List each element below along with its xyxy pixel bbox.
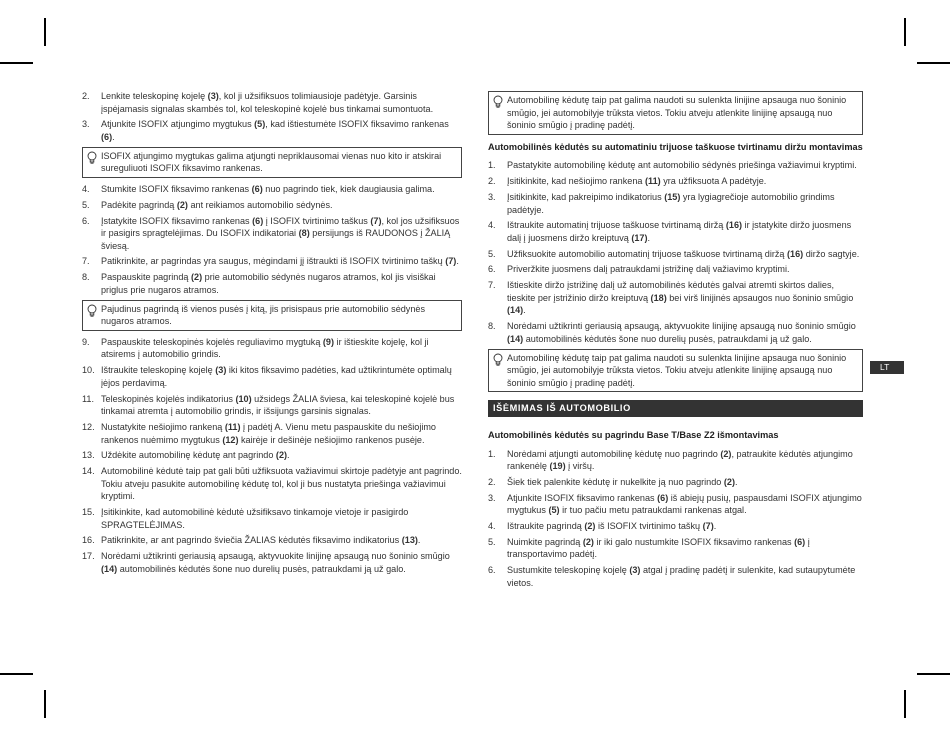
list-item xyxy=(82,421,462,446)
list-item xyxy=(488,536,863,561)
tip-note-text: Pajudinus pagrindą iš vienos pusės į kitą, jis prisispaus prie automobilio sėdynės nugaros atramos. xyxy=(101,303,426,327)
instruction-list xyxy=(488,159,863,345)
language-tab: LT xyxy=(870,361,904,374)
list-item-number: 17. xyxy=(82,551,95,562)
list-item xyxy=(488,448,863,473)
list-item xyxy=(82,393,462,418)
lightbulb-icon xyxy=(492,353,504,366)
list-item-text: Teleskopinės kojelės indikatorius (10) užsidegs ŽALIA šviesa, kai teleskopinė kojelė bus tinkamai atremta į automobilio grindis, ir išsijungs garsinis signalas. xyxy=(101,393,455,417)
list-item-number: 3. xyxy=(82,119,90,130)
list-item xyxy=(82,271,462,296)
list-item-number: 2. xyxy=(82,91,90,101)
list-item-text: Patikrinkite, ar pagrindas yra saugus, mėgindami jį ištraukti iš ISOFIX tvirtinimo taškų (7). xyxy=(101,256,459,267)
list-item xyxy=(488,476,863,489)
list-item xyxy=(82,215,462,253)
instruction-list xyxy=(82,90,462,144)
list-item xyxy=(488,248,863,261)
list-item-number: 10. xyxy=(82,365,95,376)
list-item-text: Paspauskite pagrindą (2) prie automobilio sėdynės nugaros atramos, kol jis visiškai priglus prie nugaros atramos. xyxy=(101,272,436,295)
list-item-text: Patikrinkite, ar ant pagrindo šviečia ŽALIAS kėdutės fiksavimo indikatorius (13). xyxy=(101,535,421,546)
list-item-number: 8. xyxy=(488,321,496,332)
list-item-text: Įstatykite ISOFIX fiksavimo rankenas (6) į ISOFIX tvirtinimo taškus (7), kol jos užsifiksuos ir pasigirs spragtelėjimas. Du ISOFIX indikatoriai (8) persijungs iš RAUDONOS į ŽALIĄ šviesą. xyxy=(101,215,460,251)
list-item-number: 7. xyxy=(82,256,90,267)
list-item-text: Šiek tiek palenkite kėdutę ir nukelkite ją nuo pagrindo (2). xyxy=(507,476,738,487)
tip-note xyxy=(82,300,462,331)
tip-note xyxy=(488,349,863,393)
section-heading: IŠĖMIMAS IŠ AUTOMOBILIO xyxy=(488,400,863,417)
list-item xyxy=(488,320,863,345)
list-item xyxy=(82,336,462,361)
list-item-number: 16. xyxy=(82,535,95,546)
list-item-text: Sustumkite teleskopinę kojelę (3) atgal į pradinę padėtį ir sulenkite, kad sutaupytumėte vietos. xyxy=(507,565,856,588)
subheading: Automobilinės kėdutės su pagrindu Base T/Base Z2 išmontavimas xyxy=(488,429,779,440)
tip-note-text: Automobilinę kėdutę taip pat galima naudoti su sulenkta linijine apsauga nuo šoninio smūgio, jei automobilyje trūksta vietos. Tokiu atveju atlenkite linijinę apsaugą nuo šoninio smūgio į pradinę padėtį. xyxy=(507,95,847,131)
instruction-list xyxy=(82,336,462,576)
list-item-number: 1. xyxy=(488,160,496,171)
list-item-text: Pastatykite automobilinę kėdutę ant automobilio sėdynės priešinga važiavimui kryptimi. xyxy=(507,160,857,171)
list-item xyxy=(488,263,863,276)
list-item xyxy=(82,255,462,268)
list-item-number: 5. xyxy=(488,248,496,259)
list-item xyxy=(82,199,462,212)
list-item-number: 14. xyxy=(82,466,95,477)
list-item-text: Užfiksuokite automobilio automatinį trijuose taškuose tvirtinamą diržą (16) diržo sagtyje. xyxy=(507,248,860,259)
list-item xyxy=(488,492,863,517)
list-item-number: 3. xyxy=(488,492,496,503)
right-column xyxy=(488,90,863,593)
list-item-text: Priveržkite juosmens dalį patraukdami įstrižinę dalį važiavimo kryptimi. xyxy=(507,264,790,275)
list-item xyxy=(82,534,462,547)
subheading: Automobilinės kėdutės su automatiniu trijuose taškuose tvirtinamu diržu montavimas xyxy=(488,141,863,152)
list-item-number: 8. xyxy=(82,272,90,283)
list-item-text: Ištraukite automatinį trijuose taškuose tvirtinamą diržą (16) ir įstatykite diržo juosmens dalį į juosmens diržo kreiptuvą (17). xyxy=(507,220,852,243)
list-item-number: 3. xyxy=(488,191,496,202)
list-item-text: Norėdami atjungti automobilinę kėdutę nuo pagrindo (2), patraukite kėdutės atjungimo rankenėlę (19) į viršų. xyxy=(507,448,853,472)
instruction-list xyxy=(488,448,863,590)
list-item-text: Stumkite ISOFIX fiksavimo rankenas (6) nuo pagrindo tiek, kiek daugiausia galima. xyxy=(101,183,435,194)
list-item xyxy=(488,219,863,244)
list-item xyxy=(82,449,462,462)
tip-note-text: ISOFIX atjungimo mygtukas galima atjungti nepriklausomai vienas nuo kito ir atskirai sureguliuoti ISOFIX fiksavimo rankenas. xyxy=(101,150,442,174)
instruction-list xyxy=(82,183,462,297)
list-item-text: Lenkite teleskopinę kojelę (3), kol ji užsifiksuos tolimiausioje padėtyje. Garsinis įspėjamasis signalas skambės tol, kol teleskopinė kojelė bus tinkamai sumontuota. xyxy=(101,91,434,114)
list-item-number: 15. xyxy=(82,507,95,518)
list-item xyxy=(488,279,863,317)
list-item-text: Norėdami užtikrinti geriausią apsaugą, aktyvuokite linijinę apsaugą nuo šoninio smūgio (14) automobilinės kėdutės šone nuo durelių pusės, patraukdami ją už galo. xyxy=(507,321,856,344)
list-item-number: 7. xyxy=(488,280,496,291)
list-item xyxy=(82,90,462,115)
crop-mark xyxy=(44,18,46,46)
list-item-text: Atjunkite ISOFIX atjungimo mygtukus (5), kad ištiestumėte ISOFIX fiksavimo rankenas (6). xyxy=(101,119,449,142)
list-item-number: 4. xyxy=(488,220,496,231)
list-item xyxy=(488,520,863,533)
list-item-text: Įsitikinkite, kad pakreipimo indikatorius (15) yra lygiagrečioje automobilio grindims padėtyje. xyxy=(507,191,835,215)
list-item-text: Ištieskite diržo įstrižinę dalį už automobilinės kėdutės galvai atremti skirtos dalies, tieskite per įstrižinio diržo kreiptuvą (18) bei virš linijinės apsaugos nuo šoninio smūgio (14). xyxy=(507,280,854,316)
list-item-number: 2. xyxy=(488,176,496,187)
crop-mark xyxy=(904,690,906,718)
list-item-number: 13. xyxy=(82,450,95,461)
lightbulb-icon xyxy=(86,304,98,317)
crop-mark xyxy=(917,62,950,64)
list-item-text: Uždėkite automobilinę kėdutę ant pagrindo (2). xyxy=(101,450,290,461)
lightbulb-icon xyxy=(86,151,98,164)
list-item-number: 1. xyxy=(488,448,496,459)
left-column xyxy=(82,90,462,579)
list-item-number: 5. xyxy=(82,199,90,210)
crop-mark xyxy=(904,18,906,46)
list-item-number: 5. xyxy=(488,536,496,547)
list-item-text: Nustatykite nešiojimo rankeną (11) į padėtį A. Vienu metu paspauskite du nešiojimo rankenos nuėmimo mygtukus (12) kairėje ir dešinėje nešiojimo rankenos pusėje. xyxy=(101,421,436,445)
list-item xyxy=(488,191,863,216)
tip-note xyxy=(82,147,462,178)
list-item-text: Ištraukite pagrindą (2) iš ISOFIX tvirtinimo taškų (7). xyxy=(507,521,717,532)
crop-mark xyxy=(917,673,950,675)
list-item xyxy=(488,564,863,589)
list-item-number: 6. xyxy=(488,565,496,576)
tip-note-text: Automobilinę kėdutę taip pat galima naudoti su sulenkta linijine apsauga nuo šoninio smūgio, jei automobilyje trūksta vietos. Tokiu atveju atlenkite linijinę apsaugą nuo šoninio smūgio į pradinę padėtį. xyxy=(507,352,847,388)
list-item-number: 2. xyxy=(488,476,496,487)
list-item xyxy=(82,183,462,196)
list-item-text: Padėkite pagrindą (2) ant reikiamos automobilio sėdynės. xyxy=(101,199,333,210)
list-item xyxy=(82,506,462,531)
list-item xyxy=(82,364,462,389)
crop-mark xyxy=(0,673,33,675)
list-item-number: 9. xyxy=(82,336,90,347)
list-item-number: 6. xyxy=(82,215,90,226)
list-item-number: 12. xyxy=(82,421,95,432)
list-item-number: 6. xyxy=(488,264,496,275)
list-item-text: Paspauskite teleskopinės kojelės reguliavimo mygtuką (9) ir ištieskite kojelę, kol ji atsirems į automobilio grindis. xyxy=(101,336,429,360)
list-item xyxy=(488,175,863,188)
lightbulb-icon xyxy=(492,95,504,108)
list-item-text: Norėdami užtikrinti geriausią apsaugą, aktyvuokite linijinę apsaugą nuo šoninio smūgio (14) automobilinės kėdutės šone nuo durelių pusės, patraukdami ją už galo. xyxy=(101,551,450,574)
list-item xyxy=(82,465,462,503)
list-item-number: 11. xyxy=(82,393,94,404)
list-item-text: Nuimkite pagrindą (2) ir iki galo nustumkite ISOFIX fiksavimo rankenas (6) į transportavimo padėtį. xyxy=(507,536,810,560)
list-item-number: 4. xyxy=(488,521,496,532)
crop-mark xyxy=(0,62,33,64)
list-item xyxy=(488,159,863,172)
crop-mark xyxy=(44,690,46,718)
list-item-text: Ištraukite teleskopinę kojelę (3) iki kitos fiksavimo padėties, kad užtikrintumėte optimalų įėjos perdavimą. xyxy=(101,365,452,388)
list-item-text: Įsitikinkite, kad nešiojimo rankena (11) yra užfiksuota A padėtyje. xyxy=(507,176,767,187)
tip-note xyxy=(488,91,863,135)
list-item xyxy=(82,118,462,143)
list-item xyxy=(82,550,462,575)
list-item-number: 4. xyxy=(82,183,90,194)
list-item-text: Automobilinė kėdutė taip pat gali būti užfiksuota važiavimui skirtoje padėtyje ant pagrindo. Tokiu atveju pasukite automobilinę kėdutę tol, kol ji bus nustatyta priešinga važiavimui kryptimi. xyxy=(101,466,462,502)
list-item-text: Įsitikinkite, kad automobilinė kėdutė užsifiksavo tinkamoje vietoje ir pasigirdo SPRAGTELĖJIMAS. xyxy=(101,507,409,530)
list-item-text: Atjunkite ISOFIX fiksavimo rankenas (6) iš abiejų pusių, paspausdami ISOFIX atjungimo mygtukus (5) ir tuo pačiu metu patraukdami rankenas atgal. xyxy=(507,492,862,516)
